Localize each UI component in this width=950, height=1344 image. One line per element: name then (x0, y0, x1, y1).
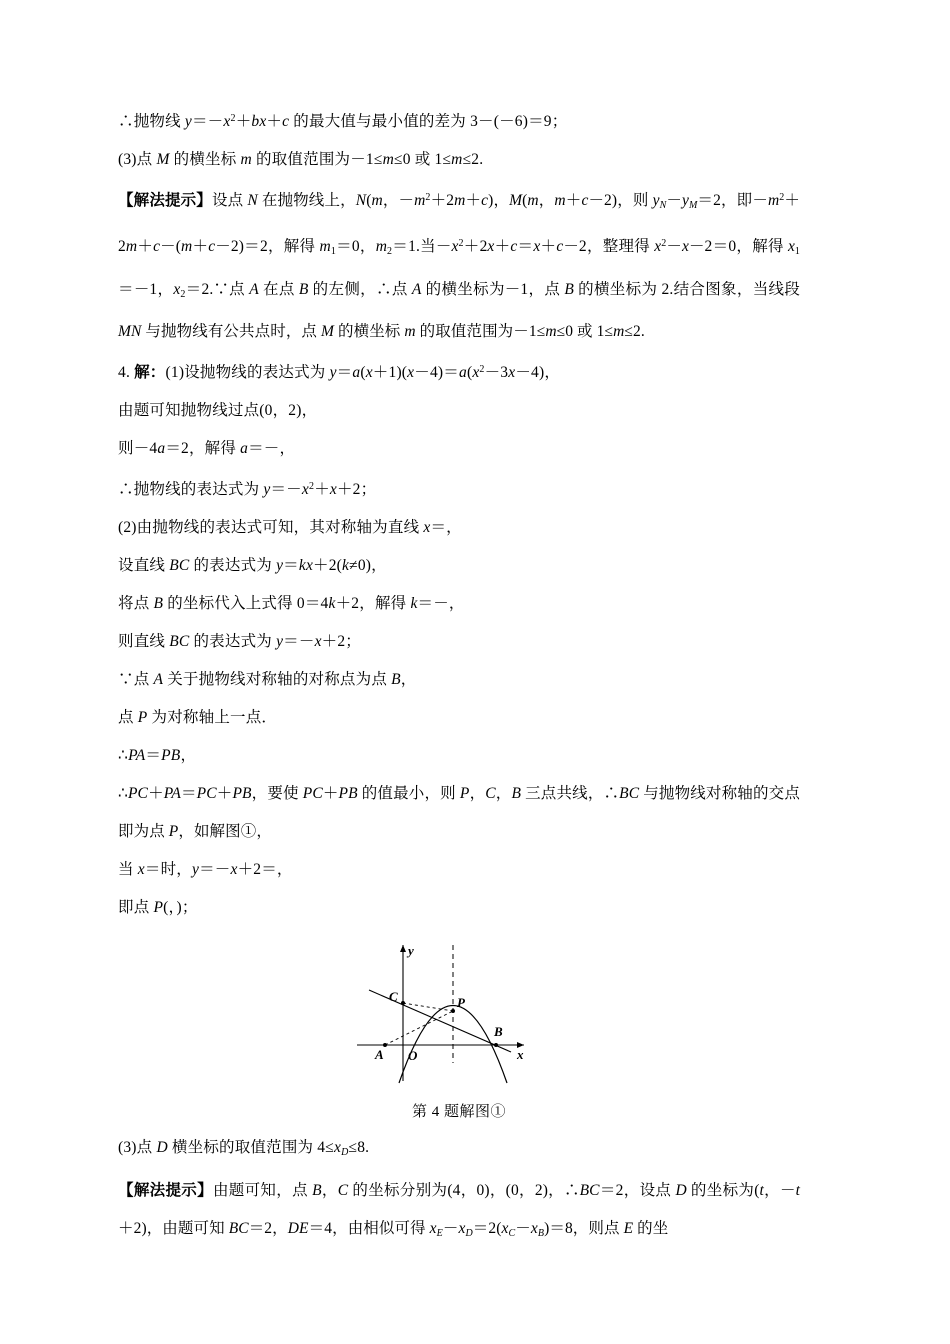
text-line-item4-12: ∴PC＋PA＝PC＋PB，要使 PC＋PB 的值最小，则 P，C，B 三点共线，∴BC 与抛物线对称轴的交点即为点 P，如解图①， (118, 785, 800, 841)
text-line-item4-7: 将点 B 的坐标代入上式得 0＝4k＋2，解得 k＝－， (118, 595, 465, 613)
x-axis-label: x (517, 1047, 524, 1063)
solution-hint-2: 【解法提示】由题可知，点 B，C 的坐标分别为(4，0)，(0，2)，∴BC＝2，设点 D 的坐标为(t，－t＋2)，由题可知 BC＝2，DE＝4，由相似可得 $x_E-x_D=2(x_C-x_B)=8$，则点 E 的坐 (118, 1182, 800, 1239)
text-line-item4-14: 即点 P(，)； (118, 899, 198, 917)
text-line-item4-11: ∴PA＝PB， (118, 747, 197, 765)
text-line-part3: (3)点 M 的横坐标 m 的取值范围为－1≤m≤0 或 1≤m≤2. (118, 151, 484, 168)
point-label-B: B (494, 1024, 503, 1040)
text-line-item4-10: 点 P 为对称轴上一点． (118, 709, 278, 727)
text-line-conclusion: ∴抛物线 $y=-x^2+bx+c$ 的最大值与最小值的差为 3－(－6)＝9； (118, 113, 568, 130)
parabola-diagram (339, 933, 579, 1093)
text-line-item4-1: 4. 解：(1)设抛物线的表达式为 $y=a(x+1)(x-4)=a(x^2-3x-4)$， (118, 364, 561, 382)
y-axis-label: y (408, 943, 414, 959)
figure-container (118, 933, 800, 1129)
text-line-item4-9: ∵点 A 关于抛物线对称轴的对称点为点 B， (118, 671, 417, 689)
text-line-item4-5: (2)由抛物线的表达式可知，其对称轴为直线 x＝， (118, 519, 462, 537)
origin-label: O (408, 1048, 418, 1064)
text-line-item4-13: 当 x＝时，y＝－x＋2＝， (118, 861, 293, 879)
point-label-A: A (375, 1047, 384, 1063)
text-line-item4-2: 由题可知抛物线过点(0，2)， (118, 402, 318, 420)
figure-caption: 第 4 题解图① (411, 1104, 506, 1121)
text-line-part3-item4: (3)点 D 横坐标的取值范围为 $4\le x_D\le 8$. (118, 1139, 370, 1159)
text-line-item4-6: 设直线 BC 的表达式为 y＝kx＋2(k≠0)， (118, 557, 387, 575)
hint-label-2: 【解法提示】 (118, 1182, 213, 1200)
text-line-item4-3: 则－4a＝2，解得 a＝－， (118, 440, 296, 458)
hint-label-1: 【解法提示】 (118, 192, 212, 209)
solution-hint-1: 【解法提示】设点 N 在抛物线上，N(m，$-m^2+2m+c$)，M(m，m＋c－2)，则 $y_N-y_M=2$，即$-m^2+2m+c-(m+c-2)=2$，解得 $m_1=0$，$m_2=1$.当$-x^2+2x+c=x+c-2$，整理得 $x^2-x-2=0$，解得 $x_1=-1$，$x_2=2.\because$点 A 在点 B 的左侧，∴点 A 的横坐标为－1，点 B 的横坐标为 2.结合图象，当线段 MN 与抛物线有公共点时，点 M 的横坐标 m 的取值范围为－1≤m≤0 或 1≤m≤2. (118, 192, 801, 341)
text-line-item4-8: 则直线 BC 的表达式为 y＝－x＋2； (118, 633, 362, 651)
point-label-P: P (457, 995, 465, 1011)
point-label-C: C (389, 989, 398, 1005)
text-line-item4-4: ∴抛物线的表达式为 $y=-x^2+x+2$； (118, 481, 377, 499)
